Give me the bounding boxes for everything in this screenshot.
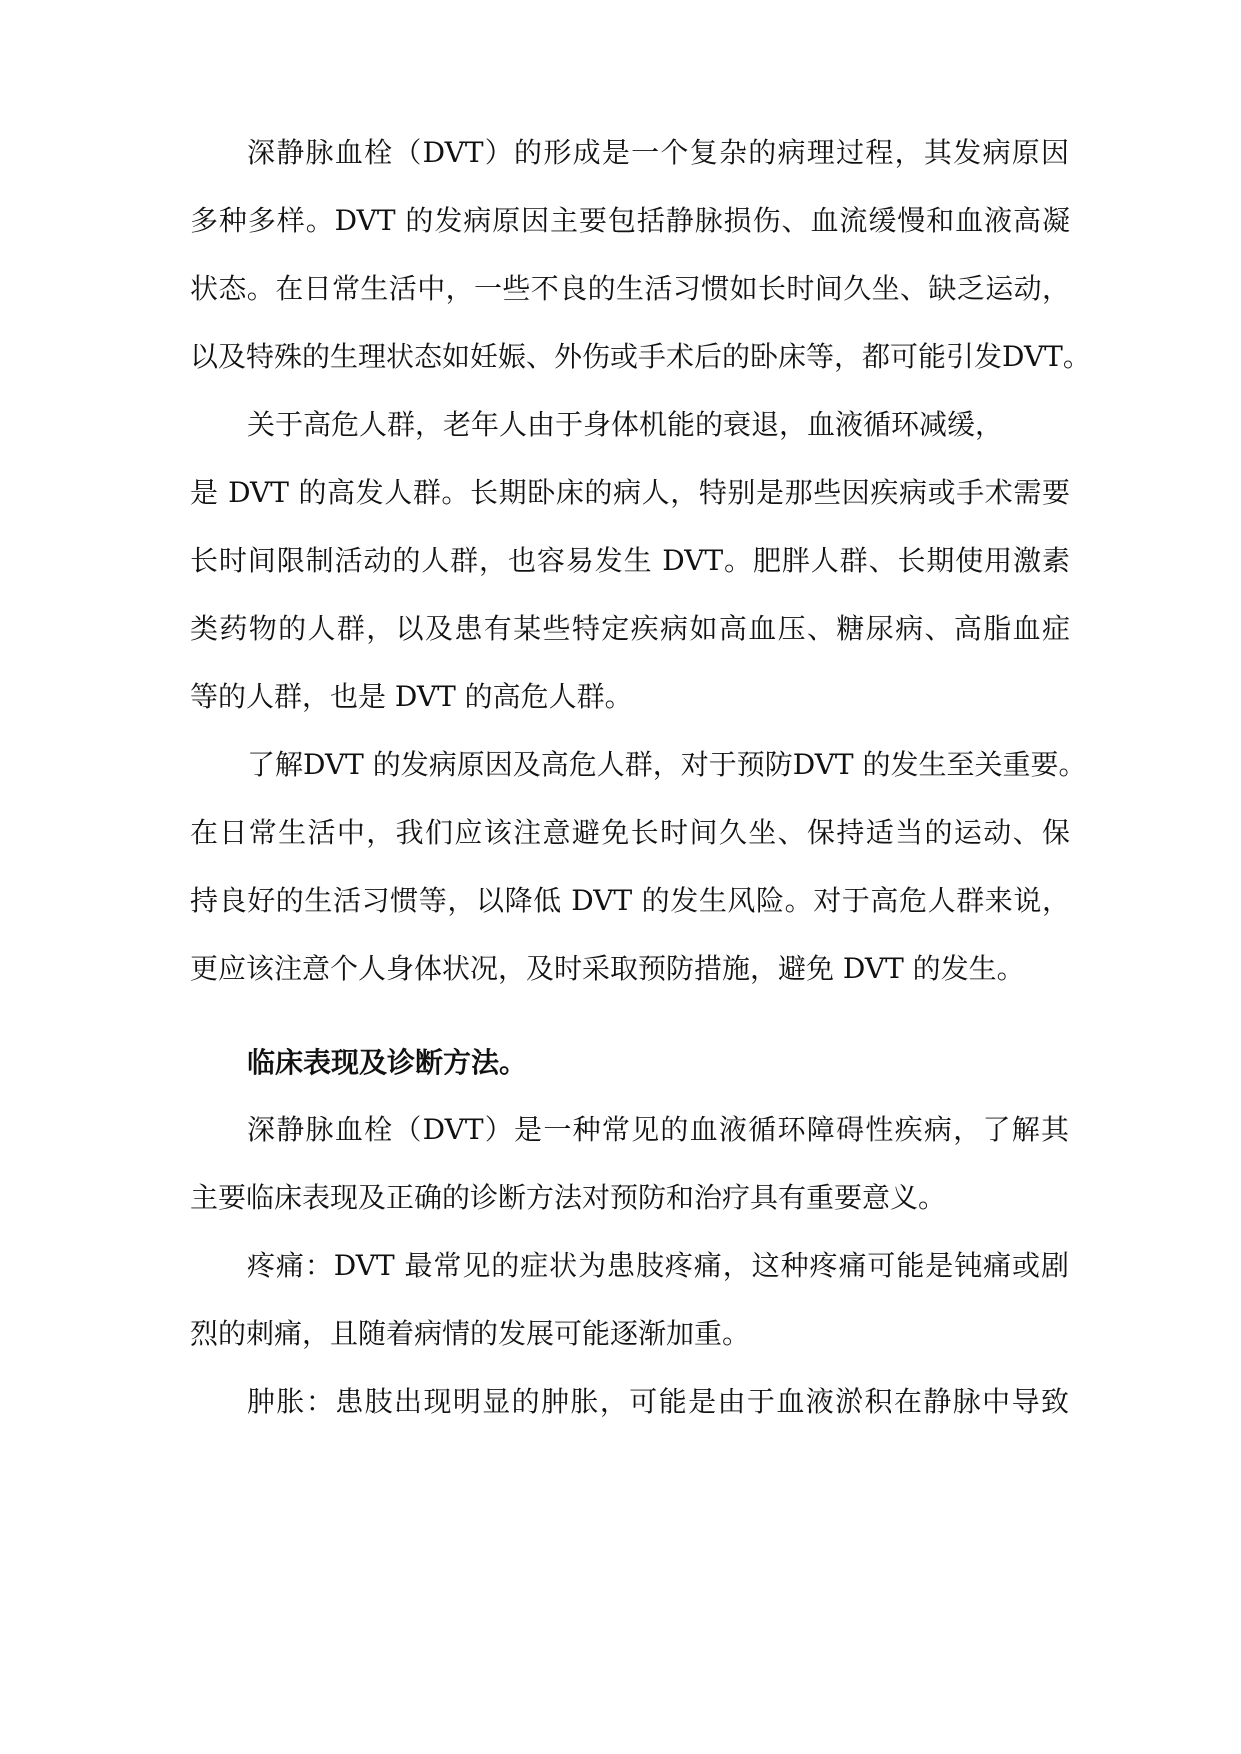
text-line: 状态。在日常生活中，一些不良的生活习惯如长时间久坐、缺乏运动， — [190, 272, 1070, 305]
text-line: 等的人群，也是 DVT 的高危人群。 — [190, 680, 633, 713]
text-line: 是 DVT 的高发人群。长期卧床的病人，特别是那些因疾病或手术需要 — [190, 476, 1070, 509]
text-line: 关于高危人群，老年人由于身体机能的衰退，血液循环减缓， — [247, 408, 1004, 441]
text-line: 在日常生活中，我们应该注意避免长时间久坐、保持适当的运动、保 — [190, 816, 1070, 849]
text-line: 深静脉血栓（DVT）是一种常见的血液循环障碍性疾病，了解其 — [247, 1113, 1069, 1146]
text-line: 多种多样。DVT 的发病原因主要包括静脉损伤、血流缓慢和血液高凝 — [190, 204, 1070, 237]
text-line: 以及特殊的生理状态如妊娠、外伤或手术后的卧床等，都可能引发DVT。 — [190, 340, 1091, 373]
section-heading: 临床表现及诊断方法。 — [247, 1046, 528, 1079]
text-line: 了解DVT 的发病原因及高危人群，对于预防DVT 的发生至关重要。 — [247, 748, 1087, 781]
text-line: 肿胀：患肢出现明显的肿胀，可能是由于血液淤积在静脉中导致 — [247, 1385, 1069, 1418]
text-line: 疼痛：DVT 最常见的症状为患肢疼痛，这种疼痛可能是钝痛或剧 — [247, 1249, 1069, 1282]
text-line: 更应该注意个人身体状况，及时采取预防措施，避免 DVT 的发生。 — [190, 952, 1025, 985]
text-line: 持良好的生活习惯等，以降低 DVT 的发生风险。对于高危人群来说， — [190, 884, 1070, 917]
text-line: 烈的刺痛，且随着病情的发展可能逐渐加重。 — [190, 1317, 751, 1350]
text-line: 类药物的人群，以及患有某些特定疾病如高血压、糖尿病、高脂血症 — [190, 612, 1070, 645]
text-line: 长时间限制活动的人群，也容易发生 DVT。肥胖人群、长期使用激素 — [190, 544, 1070, 577]
text-line: 主要临床表现及正确的诊断方法对预防和治疗具有重要意义。 — [190, 1181, 947, 1214]
text-line: 深静脉血栓（DVT）的形成是一个复杂的病理过程，其发病原因 — [247, 136, 1069, 169]
